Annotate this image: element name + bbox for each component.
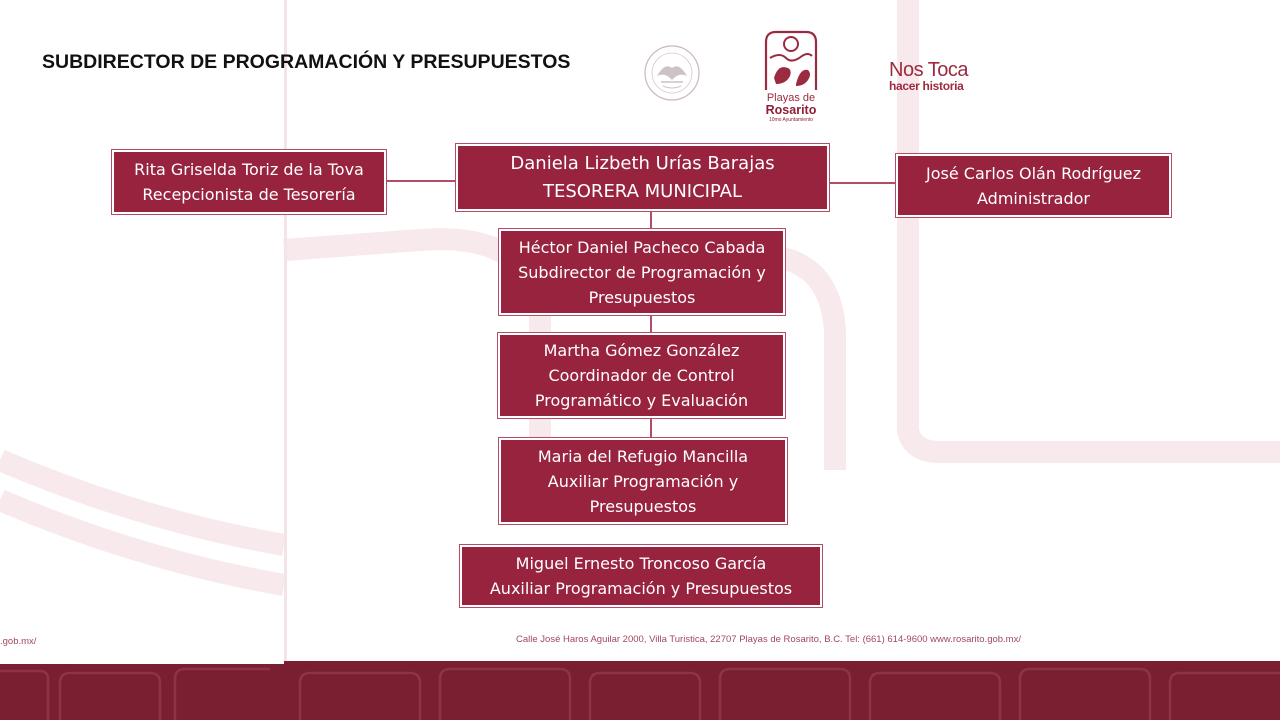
auxiliary-1-role-line1: Auxiliar Programación y [547,471,739,491]
auxiliary-2-box [460,545,822,607]
footer-url-left: .gob.mx/ [0,636,37,647]
right-aide-role: Administrador [977,188,1090,208]
subdirector-role-line2: Presupuestos [588,287,696,307]
head-box [456,144,829,211]
auxiliary-2-role: Auxiliar Programación y Presupuestos [489,579,793,598]
coordinator-role-line1: Coordinador de Control [548,366,735,385]
right-aide-box [896,154,1171,217]
subdirector-role-line1: Subdirector de Programación y [518,262,766,282]
slogan-line-2: hacer historia [889,79,964,93]
logo-text-ayuntamiento: 10mo Ayuntamiento [768,117,814,123]
auxiliary-2-name: Miguel Ernesto Troncoso García [515,554,767,573]
logo-text-rosarito: Rosarito [765,103,817,117]
auxiliary-1-box [499,438,787,524]
band-pattern [0,661,1280,720]
coordinator-role-line2: Programático y Evaluación [534,391,749,410]
head-name: Daniela Lizbeth Urías Barajas [510,152,775,174]
logo-text-playas: Playas de [766,92,816,104]
footer-address: Calle José Haros Aguilar 2000, Villa Turistica, 22707 Playas de Rosarito, B.C. Tel: (661) 614-9600 www.rosarito.gob.mx/ [516,634,1021,645]
left-aide-box [112,150,386,214]
left-aide-name: Rita Griselda Toriz de la Tova [134,160,364,179]
band-divider [0,661,284,664]
auxiliary-1-name: Maria del Refugio Mancilla [537,446,749,466]
left-aide-role: Recepcionista de Tesorería [142,185,356,204]
right-aide-name: José Carlos Olán Rodríguez [926,163,1141,183]
page-title: SUBDIRECTOR DE PROGRAMACIÓN Y PRESUPUESTOS [42,51,571,73]
head-role: TESORERA MUNICIPAL [542,180,743,202]
slogan-line-1: Nos Toca [889,59,969,81]
auxiliary-1-role-line2: Presupuestos [589,496,697,516]
coordinator-box [498,333,785,418]
subdirector-box [499,229,785,315]
decorative-bottom-band [0,661,1280,720]
subdirector-name: Héctor Daniel Pacheco Cabada [518,237,766,257]
coordinator-name: Martha Gómez González [543,341,740,360]
